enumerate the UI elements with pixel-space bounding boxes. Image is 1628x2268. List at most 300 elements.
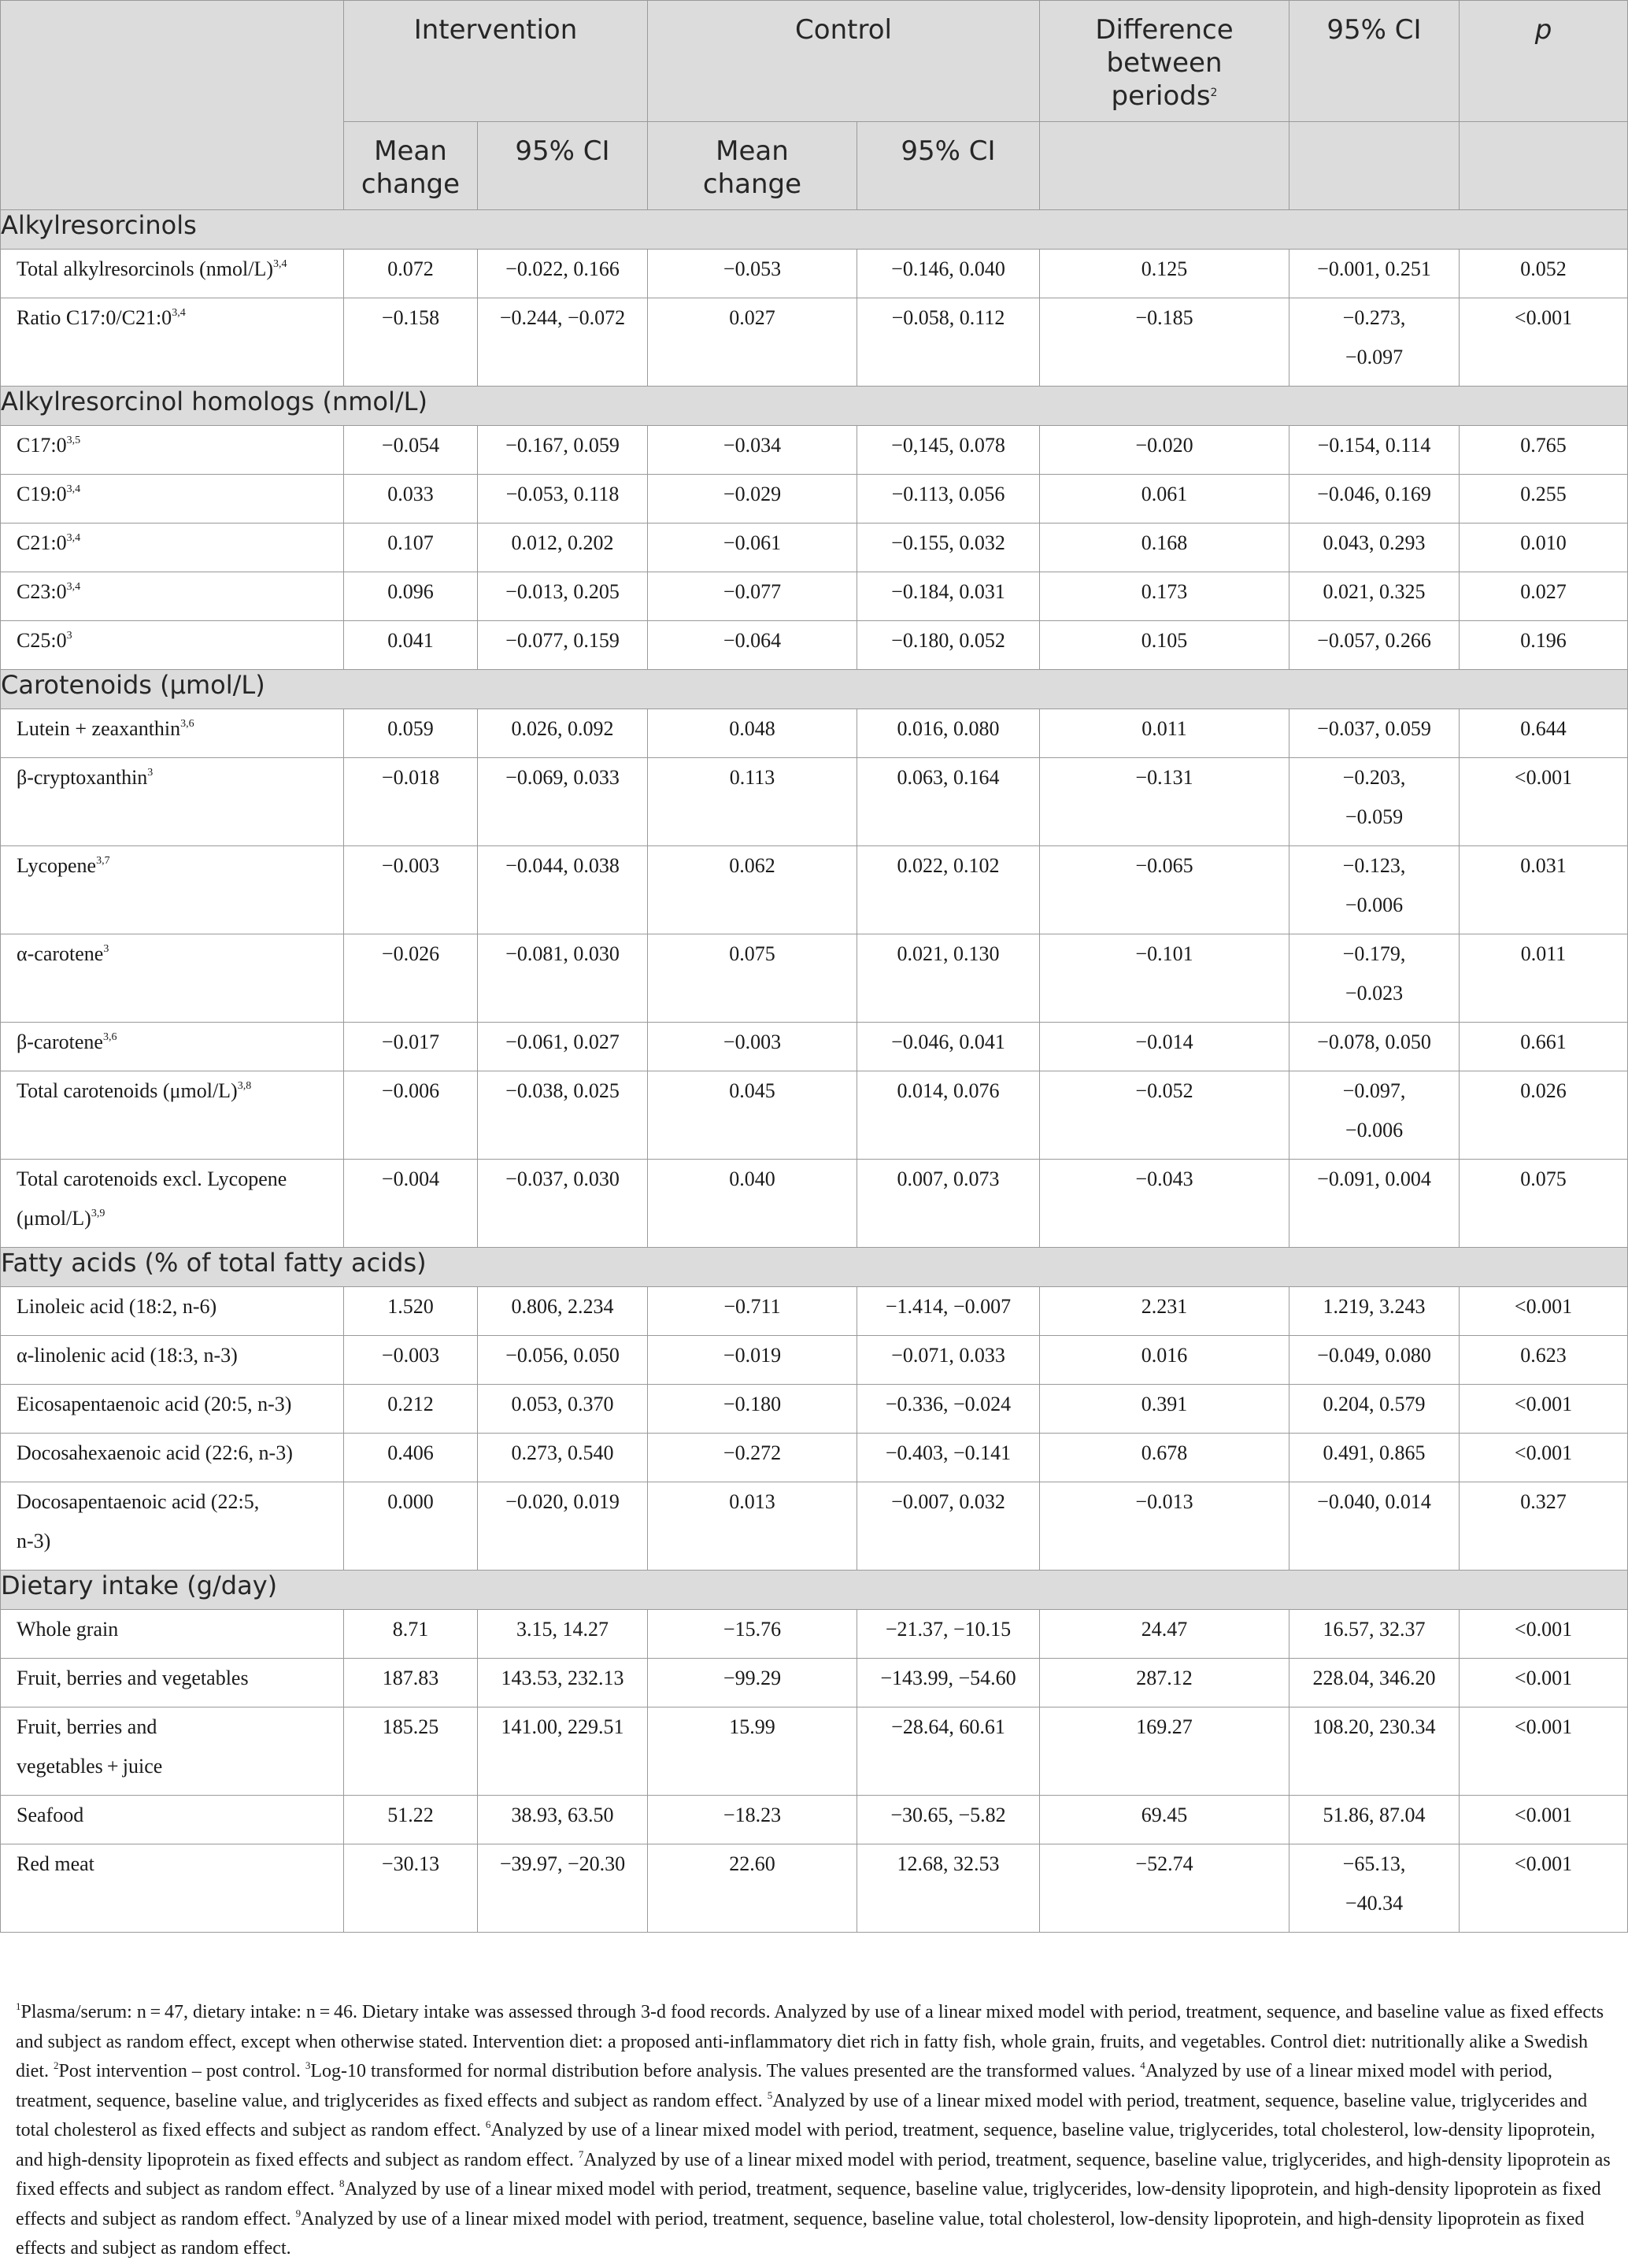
difference-ci-text: 16.57, 32.37 bbox=[1323, 1618, 1426, 1641]
table-row bbox=[1, 524, 1628, 572]
row-label-text: Docosapentaenoic acid (22:5, bbox=[17, 1490, 260, 1513]
row-label bbox=[1, 1071, 344, 1160]
table-row bbox=[1, 1160, 1628, 1248]
p-value-cell: <0.001 bbox=[1460, 298, 1628, 387]
intervention-ci-cell: 0.026, 0.092 bbox=[478, 709, 648, 758]
difference-ci-text: −0.179, bbox=[1342, 942, 1406, 965]
row-label-footnote: 3,6 bbox=[180, 718, 194, 730]
control-mean-cell: 0.040 bbox=[648, 1160, 857, 1248]
footnote-text: Analyzed by use of a linear mixed model with period, treatment, sequence, baseline value, triglycerides, and high-density lipoprotein as fixed effects and subject as random effect. bbox=[16, 2149, 1611, 2200]
row-label bbox=[1, 1482, 344, 1571]
row-label-footnote: 3,6 bbox=[102, 1031, 117, 1043]
intervention-mean-cell: −30.13 bbox=[344, 1844, 478, 1933]
difference-ci-text: 0.021, 0.325 bbox=[1323, 580, 1426, 603]
footnote-marker: 8 bbox=[339, 2177, 345, 2189]
table-row bbox=[1, 1844, 1628, 1933]
difference-ci-text-2: −40.34 bbox=[1345, 1892, 1404, 1915]
difference-cell: 0.173 bbox=[1040, 572, 1289, 621]
intervention-ci-cell: −0.077, 0.159 bbox=[478, 621, 648, 670]
difference-cell: −0.131 bbox=[1040, 758, 1289, 846]
control-mean-cell: −15.76 bbox=[648, 1610, 857, 1659]
difference-ci-cell bbox=[1289, 298, 1460, 387]
row-label-footnote: 3 bbox=[103, 943, 109, 955]
difference-ci-text: −0.001, 0.251 bbox=[1317, 257, 1431, 280]
footnote-text: Analyzed by use of a linear mixed model with period, treatment, sequence, baseline value, and triglycerides as fixed effects and subject as random effect. bbox=[16, 2061, 1552, 2111]
header-corner bbox=[1, 1, 344, 210]
difference-ci-text: 0.204, 0.579 bbox=[1323, 1393, 1426, 1415]
difference-ci-text: −0.154, 0.114 bbox=[1317, 434, 1431, 457]
row-label-text: Seafood bbox=[17, 1804, 84, 1826]
table-row bbox=[1, 1482, 1628, 1571]
p-value-cell: 0.031 bbox=[1460, 846, 1628, 934]
intervention-mean-cell: −0.026 bbox=[344, 934, 478, 1023]
row-label-text: Whole grain bbox=[17, 1618, 119, 1641]
control-mean-cell: 0.027 bbox=[648, 298, 857, 387]
table-row bbox=[1, 250, 1628, 298]
row-label bbox=[1, 758, 344, 846]
difference-cell: −0.043 bbox=[1040, 1160, 1289, 1248]
row-label bbox=[1, 621, 344, 670]
difference-ci-cell bbox=[1289, 758, 1460, 846]
control-ci-cell: −0.403, −0.141 bbox=[857, 1434, 1040, 1482]
difference-ci-cell bbox=[1289, 934, 1460, 1023]
difference-ci-cell bbox=[1289, 621, 1460, 670]
table-row bbox=[1, 846, 1628, 934]
difference-cell: 0.016 bbox=[1040, 1336, 1289, 1385]
control-mean-cell: −99.29 bbox=[648, 1659, 857, 1707]
control-ci-cell: −1.414, −0.007 bbox=[857, 1287, 1040, 1336]
difference-cell: 0.391 bbox=[1040, 1385, 1289, 1434]
control-ci-cell: −0.046, 0.041 bbox=[857, 1023, 1040, 1071]
header-control-ci: 95% CI bbox=[857, 122, 1040, 210]
intervention-ci-cell: −0.244, −0.072 bbox=[478, 298, 648, 387]
control-ci-cell: −30.65, −5.82 bbox=[857, 1796, 1040, 1844]
section-title: Alkylresorcinols bbox=[1, 210, 1628, 250]
footnote-marker: 3 bbox=[305, 2059, 311, 2071]
difference-ci-text-2: −0.006 bbox=[1345, 894, 1404, 916]
row-label-text: Total carotenoids (μmol/L) bbox=[17, 1079, 238, 1102]
header-difference bbox=[1040, 1, 1289, 122]
difference-ci-text: −0.123, bbox=[1342, 854, 1406, 877]
difference-ci-cell bbox=[1289, 846, 1460, 934]
difference-ci-text: −0.273, bbox=[1342, 306, 1406, 329]
row-label-footnote: 3,5 bbox=[66, 435, 81, 446]
control-ci-cell: 0.016, 0.080 bbox=[857, 709, 1040, 758]
difference-cell: 169.27 bbox=[1040, 1707, 1289, 1796]
control-ci-cell: −21.37, −10.15 bbox=[857, 1610, 1040, 1659]
header-row-1 bbox=[1, 1, 1628, 122]
footnotes bbox=[16, 1998, 1614, 2264]
difference-cell: 287.12 bbox=[1040, 1659, 1289, 1707]
p-value-cell: <0.001 bbox=[1460, 1287, 1628, 1336]
table-row bbox=[1, 475, 1628, 524]
row-label bbox=[1, 524, 344, 572]
difference-ci-text: −0.046, 0.169 bbox=[1317, 483, 1431, 505]
section-header-row bbox=[1, 1571, 1628, 1610]
difference-ci-cell bbox=[1289, 572, 1460, 621]
control-mean-cell: 0.045 bbox=[648, 1071, 857, 1160]
row-label-footnote: 3,7 bbox=[96, 855, 110, 867]
intervention-ci-cell: −0.013, 0.205 bbox=[478, 572, 648, 621]
p-value-cell: <0.001 bbox=[1460, 1796, 1628, 1844]
difference-cell: −0.052 bbox=[1040, 1071, 1289, 1160]
difference-ci-text: −0.049, 0.080 bbox=[1317, 1344, 1431, 1367]
difference-ci-cell bbox=[1289, 475, 1460, 524]
footnote-text: Analyzed by use of a linear mixed model with period, treatment, sequence, baseline value, triglycerides, low-density lipoprotein, and high-density lipoprotein as fixed effects and subject as random effect. bbox=[16, 2179, 1601, 2229]
row-label bbox=[1, 250, 344, 298]
section-header-row bbox=[1, 210, 1628, 250]
intervention-ci-cell: −0.081, 0.030 bbox=[478, 934, 648, 1023]
control-mean-cell: −0.019 bbox=[648, 1336, 857, 1385]
row-label-text: α-carotene bbox=[17, 942, 104, 965]
p-value-cell: 0.011 bbox=[1460, 934, 1628, 1023]
section-title: Dietary intake (g/day) bbox=[1, 1571, 1628, 1610]
difference-ci-cell bbox=[1289, 1610, 1460, 1659]
table-row bbox=[1, 1336, 1628, 1385]
header-ci: 95% CI bbox=[1289, 1, 1460, 122]
footnote-marker: 2 bbox=[54, 2059, 59, 2071]
row-label-text: Ratio C17:0/C21:0 bbox=[17, 306, 172, 329]
section-header-row bbox=[1, 1248, 1628, 1287]
footnote-text: Plasma/serum: n = 47, dietary intake: n = 46. Dietary intake was assessed through 3-d food records. Analyzed by use of a linear mixed model with period, treatment, sequence, and baseline value as fixed effects and subject as random effect, except when otherwise stated. Intervention diet: a proposed anti-inflammatory diet rich in fatty fish, whole grain, fruits, and vegetables. Control diet: nutritionally alike a Swedish diet. bbox=[16, 2002, 1604, 2081]
row-label-text: C17:0 bbox=[17, 434, 67, 457]
difference-ci-text: −0.097, bbox=[1342, 1079, 1406, 1102]
p-value-cell: 0.027 bbox=[1460, 572, 1628, 621]
table-row bbox=[1, 426, 1628, 475]
difference-ci-cell bbox=[1289, 524, 1460, 572]
intervention-ci-cell: −0.020, 0.019 bbox=[478, 1482, 648, 1571]
table-row bbox=[1, 1659, 1628, 1707]
p-value-cell: <0.001 bbox=[1460, 1707, 1628, 1796]
intervention-ci-cell: 3.15, 14.27 bbox=[478, 1610, 648, 1659]
intervention-mean-cell: −0.017 bbox=[344, 1023, 478, 1071]
difference-ci-cell bbox=[1289, 1071, 1460, 1160]
intervention-ci-cell: 141.00, 229.51 bbox=[478, 1707, 648, 1796]
difference-ci-cell bbox=[1289, 1434, 1460, 1482]
row-label-text: Fruit, berries and bbox=[17, 1715, 157, 1738]
control-ci-cell: −0.180, 0.052 bbox=[857, 621, 1040, 670]
control-ci-cell: −0.155, 0.032 bbox=[857, 524, 1040, 572]
control-ci-cell: 0.063, 0.164 bbox=[857, 758, 1040, 846]
intervention-mean-cell: 0.033 bbox=[344, 475, 478, 524]
difference-ci-cell bbox=[1289, 1707, 1460, 1796]
p-value-cell: 0.644 bbox=[1460, 709, 1628, 758]
difference-cell: 0.011 bbox=[1040, 709, 1289, 758]
difference-ci-text: 0.491, 0.865 bbox=[1323, 1441, 1426, 1464]
header-empty-ci bbox=[1289, 122, 1460, 210]
mean-line1: Mean bbox=[374, 135, 447, 167]
control-mean-cell: 22.60 bbox=[648, 1844, 857, 1933]
section-title: Carotenoids (μmol/L) bbox=[1, 670, 1628, 709]
p-value-cell: <0.001 bbox=[1460, 1844, 1628, 1933]
footnote-text: Analyzed by use of a linear mixed model with period, treatment, sequence, baseline value, triglycerides, total cholesterol, low-density lipoprotein, and high-density lipoprotein as fixed effects and subject as random effect. bbox=[16, 2120, 1596, 2170]
row-label bbox=[1, 1610, 344, 1659]
p-value-cell: 0.075 bbox=[1460, 1160, 1628, 1248]
section-title: Fatty acids (% of total fatty acids) bbox=[1, 1248, 1628, 1287]
table-row bbox=[1, 298, 1628, 387]
row-label bbox=[1, 572, 344, 621]
row-label bbox=[1, 1796, 344, 1844]
control-mean-cell: −0.272 bbox=[648, 1434, 857, 1482]
difference-ci-text: −0.057, 0.266 bbox=[1317, 629, 1431, 652]
control-ci-cell: −0.071, 0.033 bbox=[857, 1336, 1040, 1385]
row-label bbox=[1, 1659, 344, 1707]
p-value-cell: 0.623 bbox=[1460, 1336, 1628, 1385]
intervention-ci-cell: 0.273, 0.540 bbox=[478, 1434, 648, 1482]
table-row bbox=[1, 1796, 1628, 1844]
p-value-cell: 0.765 bbox=[1460, 426, 1628, 475]
intervention-ci-cell: −0.053, 0.118 bbox=[478, 475, 648, 524]
difference-ci-text: −0.203, bbox=[1342, 766, 1406, 789]
p-value-cell: 0.327 bbox=[1460, 1482, 1628, 1571]
difference-cell: 0.168 bbox=[1040, 524, 1289, 572]
control-ci-cell: 0.022, 0.102 bbox=[857, 846, 1040, 934]
row-label-footnote: 3,4 bbox=[66, 483, 81, 495]
row-label bbox=[1, 426, 344, 475]
intervention-mean-cell: 0.072 bbox=[344, 250, 478, 298]
section-header-row bbox=[1, 387, 1628, 426]
intervention-mean-cell: −0.018 bbox=[344, 758, 478, 846]
table-row bbox=[1, 709, 1628, 758]
row-label bbox=[1, 709, 344, 758]
intervention-mean-cell: −0.006 bbox=[344, 1071, 478, 1160]
table-row bbox=[1, 934, 1628, 1023]
intervention-mean-cell: 0.041 bbox=[344, 621, 478, 670]
difference-cell: 2.231 bbox=[1040, 1287, 1289, 1336]
row-label bbox=[1, 1385, 344, 1434]
p-value-cell: 0.255 bbox=[1460, 475, 1628, 524]
table-row bbox=[1, 1023, 1628, 1071]
control-mean-cell: 0.062 bbox=[648, 846, 857, 934]
row-label bbox=[1, 934, 344, 1023]
difference-ci-cell bbox=[1289, 1659, 1460, 1707]
intervention-mean-cell: −0.003 bbox=[344, 1336, 478, 1385]
row-label-footnote: 3,4 bbox=[66, 581, 81, 593]
control-ci-cell: −143.99, −54.60 bbox=[857, 1659, 1040, 1707]
footnote-marker: 9 bbox=[295, 2207, 302, 2219]
row-label bbox=[1, 1023, 344, 1071]
intervention-ci-cell: −0.022, 0.166 bbox=[478, 250, 648, 298]
difference-cell: 24.47 bbox=[1040, 1610, 1289, 1659]
row-label-text-2: (μmol/L) bbox=[17, 1207, 91, 1230]
intervention-mean-cell: 185.25 bbox=[344, 1707, 478, 1796]
difference-ci-text: 1.219, 3.243 bbox=[1323, 1295, 1426, 1318]
intervention-mean-cell: 51.22 bbox=[344, 1796, 478, 1844]
p-value-cell: 0.010 bbox=[1460, 524, 1628, 572]
row-label-text-2: n-3) bbox=[17, 1530, 51, 1552]
control-mean-cell: 0.048 bbox=[648, 709, 857, 758]
control-mean-cell: −0.034 bbox=[648, 426, 857, 475]
control-mean-cell: −0.029 bbox=[648, 475, 857, 524]
control-ci-cell: −0.113, 0.056 bbox=[857, 475, 1040, 524]
intervention-ci-cell: −0.061, 0.027 bbox=[478, 1023, 648, 1071]
footnote-marker: 4 bbox=[1140, 2059, 1145, 2071]
header-p: p bbox=[1460, 1, 1628, 122]
intervention-mean-cell: 0.212 bbox=[344, 1385, 478, 1434]
p-value-cell: <0.001 bbox=[1460, 1659, 1628, 1707]
footnote-marker: 5 bbox=[767, 2089, 773, 2101]
header-difference-sup: 2 bbox=[1210, 87, 1218, 99]
difference-ci-text-2: −0.023 bbox=[1345, 982, 1404, 1005]
difference-ci-cell bbox=[1289, 250, 1460, 298]
intervention-ci-cell: −0.044, 0.038 bbox=[478, 846, 648, 934]
row-label-text: α-linolenic acid (18:3, n-3) bbox=[17, 1344, 238, 1367]
header-intervention: Intervention bbox=[344, 1, 648, 122]
intervention-ci-cell: −0.167, 0.059 bbox=[478, 426, 648, 475]
control-ci-cell: −0.146, 0.040 bbox=[857, 250, 1040, 298]
difference-ci-text-2: −0.059 bbox=[1345, 805, 1404, 828]
row-label-text: Docosahexaenoic acid (22:6, n-3) bbox=[17, 1441, 293, 1464]
footnote-text: Analyzed by use of a linear mixed model with period, treatment, sequence, baseline value, total cholesterol, low-density lipoprotein, and high-density lipoprotein as fixed effects and subject as random effect. bbox=[16, 2208, 1585, 2259]
intervention-mean-cell: 0.096 bbox=[344, 572, 478, 621]
row-label-text: C21:0 bbox=[17, 531, 67, 554]
footnote-marker: 1 bbox=[16, 2000, 21, 2012]
p-value-cell: 0.661 bbox=[1460, 1023, 1628, 1071]
row-label-footnote: 3,4 bbox=[273, 258, 287, 270]
difference-cell: −0.013 bbox=[1040, 1482, 1289, 1571]
control-ci-cell: −0.007, 0.032 bbox=[857, 1482, 1040, 1571]
difference-cell: −0.065 bbox=[1040, 846, 1289, 934]
intervention-ci-cell: −0.069, 0.033 bbox=[478, 758, 648, 846]
row-label bbox=[1, 846, 344, 934]
table-row bbox=[1, 1707, 1628, 1796]
control-mean-cell: 0.113 bbox=[648, 758, 857, 846]
row-label-text: C19:0 bbox=[17, 483, 67, 505]
difference-ci-text-2: −0.006 bbox=[1345, 1119, 1404, 1141]
control-ci-cell: −0.058, 0.112 bbox=[857, 298, 1040, 387]
control-ci-cell: −0.336, −0.024 bbox=[857, 1385, 1040, 1434]
p-value-cell: 0.052 bbox=[1460, 250, 1628, 298]
p-value-cell: <0.001 bbox=[1460, 1434, 1628, 1482]
header-control: Control bbox=[648, 1, 1040, 122]
mean-line2: change bbox=[702, 168, 802, 200]
row-label-text: β-cryptoxanthin bbox=[17, 766, 148, 789]
mean-line2: change bbox=[361, 168, 461, 200]
table-row bbox=[1, 1434, 1628, 1482]
table-row bbox=[1, 758, 1628, 846]
row-label-footnote: 3 bbox=[66, 630, 72, 642]
footnote-marker: 7 bbox=[578, 2148, 584, 2160]
p-value-cell: 0.026 bbox=[1460, 1071, 1628, 1160]
row-label-footnote: 3,4 bbox=[172, 307, 186, 319]
difference-ci-text: 228.04, 346.20 bbox=[1312, 1667, 1436, 1689]
header-control-mean bbox=[648, 122, 857, 210]
intervention-mean-cell: 0.107 bbox=[344, 524, 478, 572]
row-label bbox=[1, 1287, 344, 1336]
row-label-text: Lycopene bbox=[17, 854, 97, 877]
control-mean-cell: 15.99 bbox=[648, 1707, 857, 1796]
difference-cell: 0.125 bbox=[1040, 250, 1289, 298]
intervention-ci-cell: −0.056, 0.050 bbox=[478, 1336, 648, 1385]
section-title: Alkylresorcinol homologs (nmol/L) bbox=[1, 387, 1628, 426]
difference-ci-cell bbox=[1289, 709, 1460, 758]
intervention-mean-cell: 0.059 bbox=[344, 709, 478, 758]
footnote-text: Analyzed by use of a linear mixed model with period, treatment, sequence, baseline value, triglycerides and total cholesterol as fixed effects and subject as random effect. bbox=[16, 2090, 1588, 2140]
intervention-mean-cell: 0.406 bbox=[344, 1434, 478, 1482]
control-mean-cell: −0.003 bbox=[648, 1023, 857, 1071]
difference-ci-text-2: −0.097 bbox=[1345, 346, 1404, 368]
mean-line1: Mean bbox=[716, 135, 789, 167]
difference-ci-text: 108.20, 230.34 bbox=[1312, 1715, 1436, 1738]
row-label-text: β-carotene bbox=[17, 1030, 103, 1053]
control-mean-cell: −18.23 bbox=[648, 1796, 857, 1844]
table-row bbox=[1, 1610, 1628, 1659]
difference-ci-text: −0.037, 0.059 bbox=[1317, 717, 1431, 740]
p-value-cell: <0.001 bbox=[1460, 1385, 1628, 1434]
difference-cell: −0.101 bbox=[1040, 934, 1289, 1023]
header-intervention-ci: 95% CI bbox=[478, 122, 648, 210]
difference-ci-cell bbox=[1289, 1844, 1460, 1933]
intervention-mean-cell: −0.003 bbox=[344, 846, 478, 934]
table-row bbox=[1, 572, 1628, 621]
control-mean-cell: −0.064 bbox=[648, 621, 857, 670]
intervention-mean-cell: 187.83 bbox=[344, 1659, 478, 1707]
header-empty-p bbox=[1460, 122, 1628, 210]
difference-ci-text: 0.043, 0.293 bbox=[1323, 531, 1426, 554]
intervention-mean-cell: −0.054 bbox=[344, 426, 478, 475]
row-label bbox=[1, 475, 344, 524]
intervention-ci-cell: 38.93, 63.50 bbox=[478, 1796, 648, 1844]
intervention-ci-cell: −39.97, −20.30 bbox=[478, 1844, 648, 1933]
header-intervention-mean bbox=[344, 122, 478, 210]
row-label-footnote: 3 bbox=[147, 767, 154, 779]
header-difference-line3: periods bbox=[1111, 80, 1211, 112]
intervention-ci-cell: 0.012, 0.202 bbox=[478, 524, 648, 572]
difference-ci-cell bbox=[1289, 426, 1460, 475]
row-label-text: Total carotenoids excl. Lycopene bbox=[17, 1167, 287, 1190]
control-ci-cell: 0.007, 0.073 bbox=[857, 1160, 1040, 1248]
row-label-text: C23:0 bbox=[17, 580, 67, 603]
row-label-text: Eicosapentaenoic acid (20:5, n-3) bbox=[17, 1393, 292, 1415]
intervention-mean-cell: 0.000 bbox=[344, 1482, 478, 1571]
control-mean-cell: 0.013 bbox=[648, 1482, 857, 1571]
row-label bbox=[1, 1336, 344, 1385]
difference-cell: 0.061 bbox=[1040, 475, 1289, 524]
control-mean-cell: −0.053 bbox=[648, 250, 857, 298]
row-label-text: Fruit, berries and vegetables bbox=[17, 1667, 249, 1689]
table-row bbox=[1, 1385, 1628, 1434]
control-ci-cell: 0.014, 0.076 bbox=[857, 1071, 1040, 1160]
control-mean-cell: −0.180 bbox=[648, 1385, 857, 1434]
difference-ci-cell bbox=[1289, 1023, 1460, 1071]
difference-ci-text: −0.040, 0.014 bbox=[1317, 1490, 1431, 1513]
difference-ci-cell bbox=[1289, 1287, 1460, 1336]
intervention-ci-cell: 143.53, 232.13 bbox=[478, 1659, 648, 1707]
difference-ci-text: 51.86, 87.04 bbox=[1323, 1804, 1426, 1826]
difference-ci-cell bbox=[1289, 1336, 1460, 1385]
row-label bbox=[1, 1160, 344, 1248]
table-row bbox=[1, 1071, 1628, 1160]
row-label-text: Linoleic acid (18:2, n-6) bbox=[17, 1295, 217, 1318]
control-ci-cell: −0,145, 0.078 bbox=[857, 426, 1040, 475]
row-label-text: Lutein + zeaxanthin bbox=[17, 717, 181, 740]
control-ci-cell: −0.184, 0.031 bbox=[857, 572, 1040, 621]
intervention-ci-cell: −0.038, 0.025 bbox=[478, 1071, 648, 1160]
intervention-mean-cell: 8.71 bbox=[344, 1610, 478, 1659]
row-label-footnote: 3,9 bbox=[91, 1208, 105, 1219]
difference-cell: −0.020 bbox=[1040, 426, 1289, 475]
header-difference-line1: Difference bbox=[1095, 14, 1234, 46]
footnote-text: Log-10 transformed for normal distribution before analysis. The values presented are the transformed values. bbox=[310, 2061, 1141, 2081]
row-label-footnote: 3,8 bbox=[237, 1080, 252, 1092]
header-difference-line2: between bbox=[1106, 47, 1223, 79]
row-label-text: Red meat bbox=[17, 1852, 94, 1875]
difference-cell: −0.014 bbox=[1040, 1023, 1289, 1071]
difference-ci-cell bbox=[1289, 1160, 1460, 1248]
p-value-cell: <0.001 bbox=[1460, 1610, 1628, 1659]
table-row bbox=[1, 621, 1628, 670]
row-label bbox=[1, 1707, 344, 1796]
